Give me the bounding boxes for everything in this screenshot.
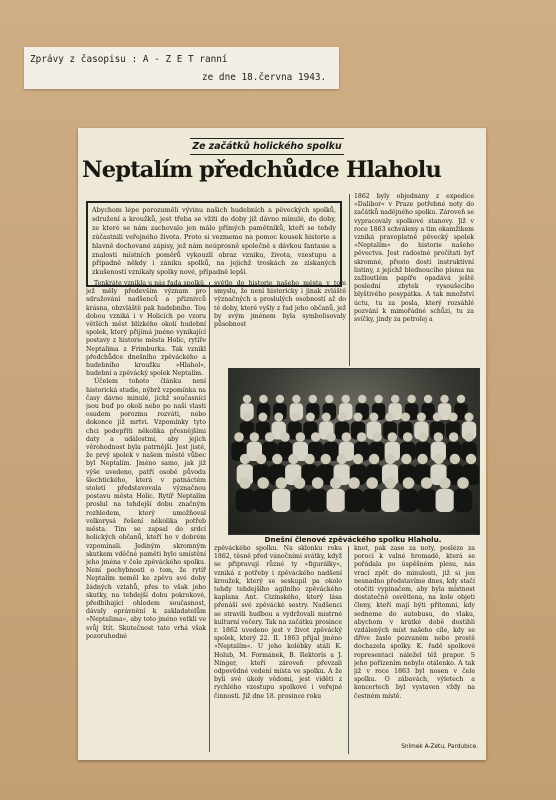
choir-member-face xyxy=(354,413,363,422)
choir-member-face xyxy=(369,413,378,422)
choir-member-face xyxy=(338,413,347,422)
choir-member-face xyxy=(433,413,442,422)
choir-group-photo xyxy=(228,368,480,535)
choir-member-face xyxy=(421,477,433,489)
choir-member-face xyxy=(439,477,451,489)
choir-member-face xyxy=(290,413,299,422)
choir-member-face xyxy=(304,454,314,464)
choir-member-face xyxy=(258,413,267,422)
article-headline: Neptalím předchůdce Hlaholu xyxy=(82,157,442,183)
choir-member-face xyxy=(276,395,284,403)
choir-member-body xyxy=(272,489,291,512)
choir-member-face xyxy=(457,395,465,403)
choir-member-face xyxy=(440,395,448,403)
choir-member-body xyxy=(436,489,455,512)
choir-member-face xyxy=(342,432,352,442)
choir-member-face xyxy=(450,454,460,464)
choir-member-face xyxy=(434,454,444,464)
choir-member-face xyxy=(366,477,378,489)
choir-member-face xyxy=(391,395,399,403)
choir-member-face xyxy=(312,477,324,489)
column-divider xyxy=(349,194,350,366)
choir-member-face xyxy=(388,432,398,442)
choir-member-face xyxy=(464,432,474,442)
article-column-1 xyxy=(86,280,206,756)
choir-member-face xyxy=(274,413,283,422)
article-column-2 xyxy=(214,280,346,370)
choir-member-face xyxy=(337,454,347,464)
column-1-paragraph: Účelem tohoto článku není historická studie, nýbrž vzpomínka na časy dávno minulé, jichž současníci jsou buď po okolí nebo po naší vlasti osudem porozmu rozváti, nebo dokonce již mrtvi. Vzpomínky tyto chci podepříti několika přesnějšími daty a událostmi, aby jejich věrohodnost byla patrnější. Jest jisté, že prvý spolek v našem městě vůbec byl Neptalím. Jméno samo, jak již výše uvedeno, patří osobě původu šlechtického, která v patnáctém století představovala význačnou postavu města Holic. Rytíř Neptalím proslul na tehdejší dobu značným rozhledem, který umožňoval velkorysá řešení několika potřeb města. Tím se zapsal do srdcí holických občanů, kteří ho v dobrém vzpomínali. Jediným skromným skutkem vděčné paměti bylo umístění jeho jména v čele zpěváckého spolku. Není pochybnosti o tom, že rytíř Neptalím neměl ke zpěvu své doby žádných vztahů, přes to však jeho skutky, na tehdejší dobu pokrokové, předbíhající ohledem současnost, dávaly oprávnění k zakladatelům »Neptalima«, aby toto jméno vetkli ve svůj štít. Skutečnost tato vrhá však pozoruhodné xyxy=(86,378,206,640)
choir-member-face xyxy=(276,477,288,489)
choir-member-face xyxy=(292,395,300,403)
choir-member-face xyxy=(325,395,333,403)
choir-member-face xyxy=(342,395,350,403)
choir-member-face xyxy=(326,432,336,442)
choir-member-face xyxy=(465,413,474,422)
choir-member-face xyxy=(418,432,428,442)
choir-member-face xyxy=(257,477,269,489)
source-label-line-1: Zprávy z časopisu : A - Z E T ranní xyxy=(30,54,228,65)
choir-member-face xyxy=(385,413,394,422)
choir-member-face xyxy=(449,432,459,442)
choir-member-body xyxy=(327,489,346,512)
choir-member-face xyxy=(250,432,260,442)
choir-member-face xyxy=(309,395,317,403)
newspaper-clipping xyxy=(78,128,486,760)
choir-member-body xyxy=(454,489,473,512)
article-column-4 xyxy=(214,545,342,756)
choir-member-body xyxy=(345,489,364,512)
choir-member-face xyxy=(234,432,244,442)
choir-member-face xyxy=(401,454,411,464)
choir-member-face xyxy=(434,432,444,442)
choir-member-body xyxy=(254,489,273,512)
choir-member-face xyxy=(457,477,469,489)
column-4-paragraph: zpěváckého spolku. Na sklonku roku 1862, těsně před vánočními svátky, když se připravují různé ty »figurálky«, vzniká z potřeby i zpěváckého nadšení kroužek, který se seskupil pa okolo tehdy tehdejšího agilního zpěváckého kaplana Ant. Cizínského, který lása přenáší své zpěvácké sestry. Nadšenci se stravili hudbou a vydržovali mistrné kulturní večery. Tak na začátku prosince r. 1862 uvedeno jest v život zpěvácký spolek, který 22. II. 1863 přijal jméno »Neptalím«. U jeho kolébky stáli K. Holub, M. Formánek, B. Rektorís a J. Ninger, kteří zároveň převzali odpovědné vedení místa ve spolku. A že byli své úkoly vědomi, jest viděti z rychlého vzestupu spolkové i veřejné činnosti. Již dne 18. prosince roku xyxy=(214,545,342,700)
choir-member-face xyxy=(321,454,331,464)
choir-member-body xyxy=(308,489,327,512)
choir-member-face xyxy=(407,395,415,403)
choir-member-face xyxy=(239,477,251,489)
choir-member-face xyxy=(417,454,427,464)
column-divider xyxy=(348,546,349,754)
choir-members-figures xyxy=(229,369,479,534)
choir-member-body xyxy=(290,489,309,512)
choir-member-face xyxy=(357,432,367,442)
column-3-paragraph: 1862 byly objednány z expedice »Dalibor« v Praze potřebné noty do začátků nadějného spolku. Zároveň se vypracovaly spolkové stanovy. Již v roce 1863 schváleny a tím okamžikem vzniká pravoplatně pěvecký spolek »Neptalím« do historie našeho pěvectva. Jest radostné pročítati byť skromné, přesto dosti instruktivní listiny, z jejichž blednoucího písma na zažloutlém papíře opadává ještě poslední zbytek vysoušecího blyštivého posypátka. A tak množství úctu, tu za posla, který rozsáhlé pozvání k mimořádné schůzi, tu za svíčky, jindy za petrolej a xyxy=(354,193,474,324)
choir-member-body xyxy=(417,489,436,512)
choir-member-face xyxy=(243,413,252,422)
choir-member-face xyxy=(385,454,395,464)
choir-member-face xyxy=(256,454,266,464)
photo-caption: Dnešní členové zpěváckého spolku Hlaholu. xyxy=(264,535,442,544)
column-5-paragraph: knot, pak zase za noty, posléze za poroci k valné hromadě, která se pořádala po úspěšném plesu, nás vrací zpět do minulosti, již si jen nesnadno představíme dnes, kdy stačí otočiti vypínačem, aby byla místnost dostatečně osvětlena, na kole objeti členy, kteří mají býti přítomni, kdy sedneme do autobusu, do vlaku, abychom v krátké době dostihli vzdálených míst našeho cíle, kdy se dříve žaslo pozvaném nebo prostě dochazela spolky. K. řadě spolkové representaci náležel též prapor. S jeho pořízením nebylo otálenko. A tak již v roce 1863 byl nosen v čele spolku. O zábavách, výletech a koncertech byl vystaven vždy na čestném místě. xyxy=(354,545,475,700)
choir-member-face xyxy=(288,454,298,464)
choir-member-face xyxy=(311,432,321,442)
choir-member-body xyxy=(363,489,382,512)
article-column-3 xyxy=(354,193,474,368)
choir-member-face xyxy=(322,413,331,422)
source-label xyxy=(24,47,339,89)
column-1-paragraph: Tenkráte vznikla u nás řada spolků, jež měly především význam pro sdružování nadšenců a příznivců krásna, obzvláště pak hudebního. Tou dobou vzniká i v Holicích po vzoru větších měst blízkého okolí hudební spolek, který přijímá jméno vynikající postavy z historie města Holic, rytíře Neptalima z Frimburka. Tak vznikl předchůdce dnešního zpěváckého a hudebního kroužku »Hlahol«, hudební a zpěvácký spolek Neptalím. xyxy=(86,280,206,378)
choir-member-face xyxy=(417,413,426,422)
choir-member-face xyxy=(259,395,267,403)
choir-member-face xyxy=(424,395,432,403)
choir-member-face xyxy=(466,454,476,464)
choir-member-face xyxy=(265,432,275,442)
column-2-paragraph: světlo do historie našeho města v tom smyslu, že není historicky i jinak zvláště význačných a proslulých osobností až do té doby, které vyšly z řad jeho občanů, jež by svým jménem byla symbolisovaly působnost xyxy=(214,280,346,329)
choir-member-face xyxy=(294,477,306,489)
source-label-line-2: ze dne 18.června 1943. xyxy=(202,72,327,83)
photo-credit: Snímek A-Zetu, Pardubice. xyxy=(401,744,478,750)
choir-member-face xyxy=(348,477,360,489)
column-divider xyxy=(209,282,210,752)
choir-member-body xyxy=(381,489,400,512)
choir-member-face xyxy=(296,432,306,442)
choir-member-face xyxy=(449,413,458,422)
choir-member-face xyxy=(403,477,415,489)
choir-member-face xyxy=(243,395,251,403)
choir-member-face xyxy=(306,413,315,422)
choir-member-face xyxy=(372,432,382,442)
choir-member-face xyxy=(369,454,379,464)
choir-member-face xyxy=(272,454,282,464)
article-column-5 xyxy=(354,545,475,745)
choir-member-face xyxy=(353,454,363,464)
choir-member-face xyxy=(240,454,250,464)
article-kicker: Ze začátků holického spolku xyxy=(190,138,344,155)
choir-member-face xyxy=(358,395,366,403)
choir-member-body xyxy=(399,489,418,512)
choir-member-face xyxy=(401,413,410,422)
choir-member-face xyxy=(330,477,342,489)
choir-member-face xyxy=(385,477,397,489)
article-intro-box: Abychom lépe porozuměli vývinu našich hudebních a pěveckých spolků, sdružení a kroužků, jest třeba se vžíti do doby již dávno minulé, do doby, ze které se nám zachovalo jen málo přímých pamětníků, kteří se tehdy zúčastnili veřejného života. Proto si vezmeme na pomoc kousek historie a hlavně dochované zápisy, jež nám neúprosně společně s dávkou fantasie a znalosti místních poměrů vykouzlí obraz vzniku, života, vzestupu a případně někdy i zániku spolků, na jejichž troskách ze získaných zkušeností vznikaly spolky nové, případně lepší. xyxy=(86,201,342,287)
choir-member-face xyxy=(403,432,413,442)
choir-member-body xyxy=(236,489,255,512)
choir-member-face xyxy=(280,432,290,442)
choir-member-face xyxy=(374,395,382,403)
